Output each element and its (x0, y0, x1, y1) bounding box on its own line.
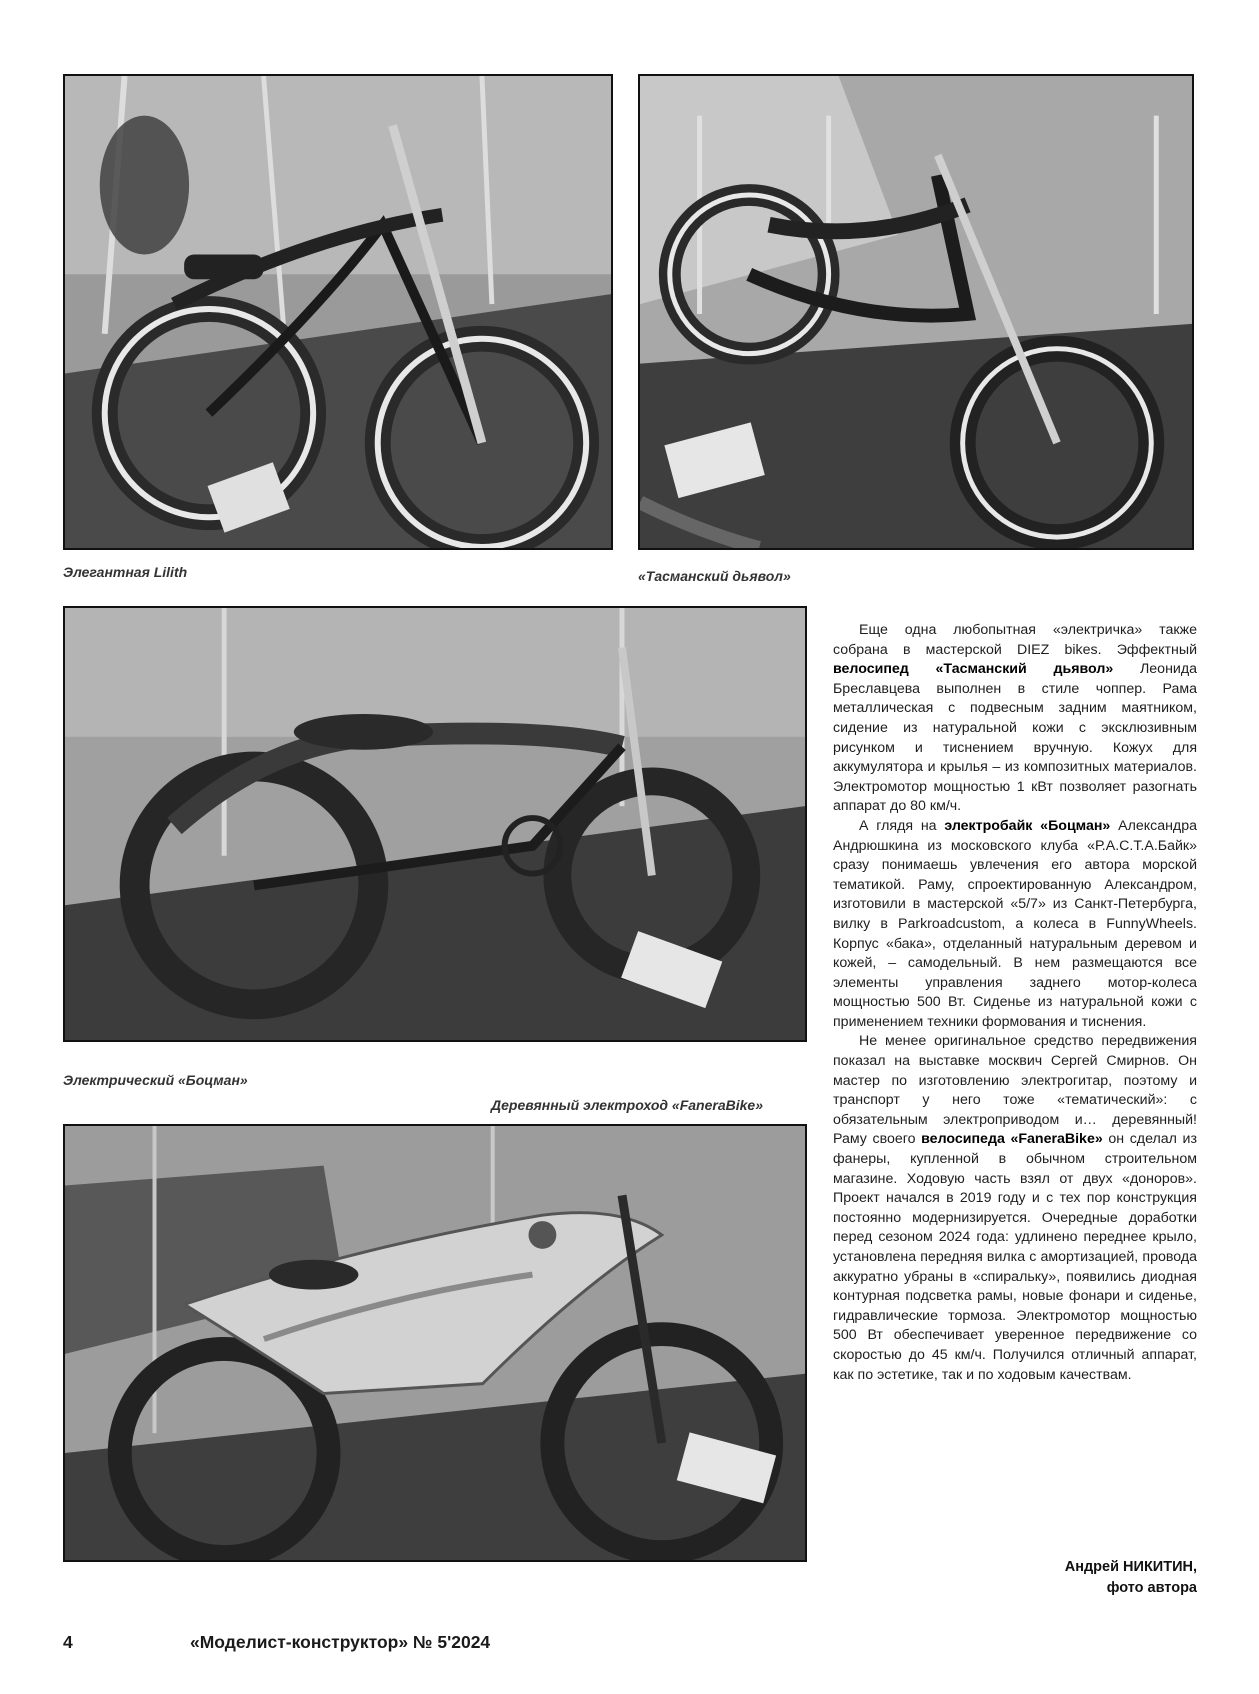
page-number: 4 (63, 1632, 73, 1652)
photo-fanerabike (63, 1124, 807, 1562)
photo-credit: фото автора (1106, 1580, 1197, 1596)
caption-lilith: Элегантная Lilith (63, 564, 188, 580)
article-paragraph-botsman: А глядя на электробайк «Боцман» Александра Андрюшкина из московского клуба «Р.А.С.Т.А.Байк» сразу понимаешь увлечения его автора морской тематикой. Раму, спроектированную Александром, изготовили в мастерской «5/7» из Санкт-Петербурга, вилку в Parkroadcustom, а колеса в FunnyWheels. Корпус «бака», отделанный натуральным деревом и кожей, – самодельный. В нем размещаются все элементы управления заднего мотор-колеса мощностью 500 Вт. Сиденье из натуральной кожи с применением техники формования и тиснения. (833, 817, 1197, 1030)
photo-botsman (63, 606, 807, 1042)
highlight-fanerabike: велосипеда «FaneraBike» (921, 1131, 1103, 1148)
photo-tasmanian-devil (638, 74, 1194, 550)
article-paragraph-tasmanian: Еще одна любопытная «электричка» также собрана в мастерской DIEZ bikes. Эффектный велосипед «Тасманский дьявол» Леонида Бреславцева выполнен в стиле чоппер. Рама металлическая с подвесным задним маятником, сидение из натуральной кожи с эксклюзивным рисунком и тиснением вручную. Кожух для аккумулятора и крылья – из композитных материалов. Электромотор мощностью 1 кВт позволяет разогнать аппарат до 80 км/ч. (833, 622, 1197, 815)
magazine-issue: «Моделист-конструктор» № 5'2024 (190, 1632, 491, 1652)
caption-fanerabike: Деревянный электроход «FaneraBike» (491, 1097, 763, 1113)
caption-tasmanian-devil: «Тасманский дьявол» (638, 568, 791, 584)
author-name: Андрей НИКИТИН, (1064, 1559, 1197, 1575)
article-paragraph-fanerabike: Не менее оригинальное средство передвижения показал на выставке москвич Сергей Смирнов. Он мастер по изготовлению электрогитар, поэтому и транспорт у него тоже «тематический»: с обязательным электроприводом и… деревянный! Раму своего велосипеда «FaneraBike» он сделал из фанеры, купленной в обычном строительном магазине. Ходовую часть взял от двух «доноров». Проект начался в 2019 году и с тех пор конструкция постоянно модернизируется. Очередные доработки перед сезоном 2024 года: удлинено переднее крыло, установлена передняя вилка с амортизацией, провода аккуратно убраны в «спиральку», появились диодная контурная подсветка рамы, новые фонари и сиденье, гидравлические тормоза. Электромотор мощностью 500 Вт обеспечивает уверенное передвижение со скоростью до 45 км/ч. Получился отличный аппарат, как по эстетике, так и по ходовым качествам. (833, 1033, 1197, 1383)
caption-botsman: Электрический «Боцман» (63, 1072, 248, 1088)
highlight-tasmanian: велосипед «Тасманский дьявол» (833, 661, 1114, 678)
author-signature (1065, 1557, 1197, 1599)
highlight-botsman: электробайк «Боцман» (944, 817, 1111, 834)
photo-lilith (63, 74, 613, 550)
article-text (833, 621, 1197, 1385)
